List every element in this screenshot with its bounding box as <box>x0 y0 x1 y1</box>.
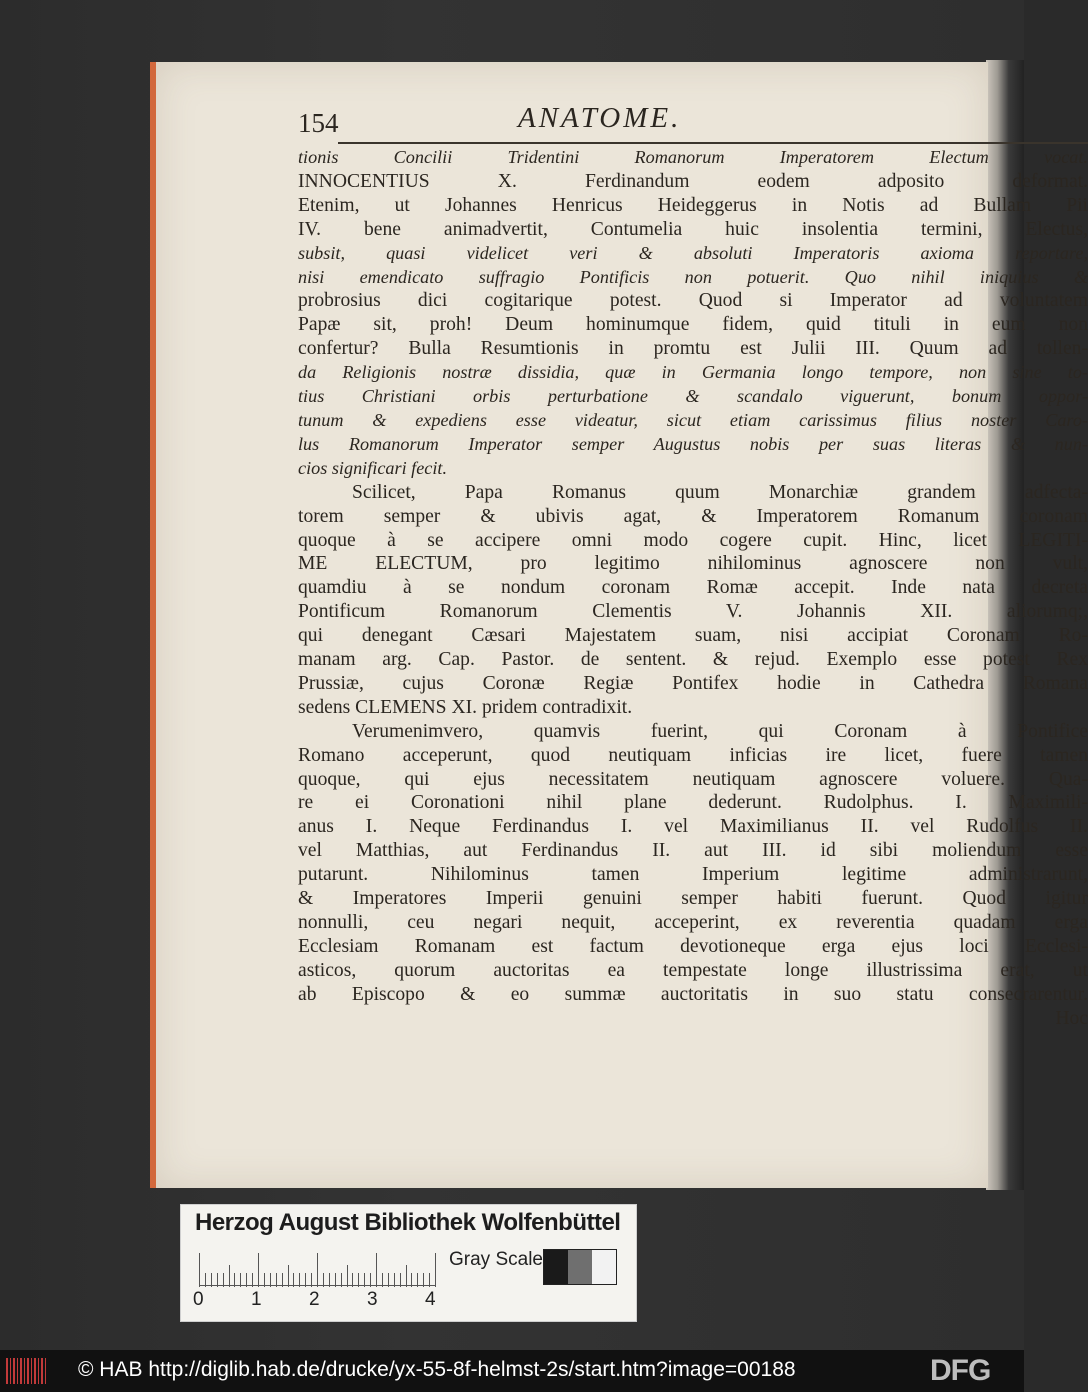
text-line: cios significari fecit. <box>298 457 448 478</box>
ruler-label: 2 <box>309 1289 320 1310</box>
dfg-logo: DFG <box>930 1354 991 1387</box>
running-title: ANATOME. <box>518 102 682 134</box>
text-line: Romano acceperunt, quod neutiquam inficias ire licet, fuere tamen <box>298 744 1088 766</box>
ruler-tick <box>388 1273 389 1287</box>
text-line: Etenim, ut Johannes Henricus Heideggerus in Notis ad Bullam Pii <box>298 194 1088 216</box>
barcode-icon <box>6 1358 48 1384</box>
ruler-label: 3 <box>367 1289 378 1310</box>
text-line: manam arg. Cap. Pastor. de sentent. & rejud. Exemplo esse potest Rex <box>298 649 1088 671</box>
text-line: Scilicet, Papa Romanus quum Monarchiæ grandem adfecta- <box>352 481 1088 503</box>
text-line: quoque, qui ejus necessitatem neutiquam agnoscere voluere. Qua- <box>298 768 1088 790</box>
ruler-tick <box>234 1273 235 1287</box>
ruler-tick <box>400 1273 401 1287</box>
text-line: & Imperatores Imperii genuini semper habiti fuerunt. Quod igitur <box>298 888 1088 910</box>
text-line: sedens CLEMENS XI. pridem contradixit. <box>298 696 633 718</box>
ruler-tick <box>323 1273 324 1287</box>
page-number: 154 <box>298 108 339 138</box>
ruler-tick <box>423 1273 424 1287</box>
copyright-url[interactable]: © HAB http://diglib.hab.de/drucke/yx-55-8f-helmst-2s/start.htm?image=00188 <box>78 1358 796 1381</box>
ruler-tick <box>364 1273 365 1287</box>
text-line: subsit, quasi videlicet veri & absoluti Imperatoris axioma reportare, <box>298 242 1088 263</box>
ruler-tick <box>435 1253 436 1287</box>
ruler-tick <box>258 1253 259 1287</box>
text-line: Verumenimvero, quamvis fuerint, qui Coronam à Pontifice <box>352 720 1088 742</box>
text-line: ab Episcopo & eo summæ auctoritatis in suo statu consecrarentur. <box>298 983 1088 1005</box>
text-line: nonnulli, ceu negari nequit, acceperint, ex reverentia quadam erga <box>298 912 1088 933</box>
ruler-tick <box>311 1273 312 1287</box>
text-line: Pontificum Romanorum Clementis V. Johannis XII. aliorumq;, <box>298 601 1088 623</box>
text-line: re ei Coronationi nihil plane dederunt. Rudolphus. I. Maximili- <box>298 792 1088 814</box>
ruler-tick <box>217 1273 218 1287</box>
text-line: IV. bene animadvertit, Contumelia huic insolentia termini, Electus, <box>298 218 1088 240</box>
grayscale-swatches <box>543 1249 617 1285</box>
ruler-tick <box>288 1265 289 1287</box>
ruler-tick <box>305 1273 306 1287</box>
ruler-label: 0 <box>193 1289 204 1310</box>
footer-bar <box>0 1350 1024 1392</box>
ruler-tick <box>394 1273 395 1287</box>
ruler-label: 1 <box>251 1289 262 1310</box>
ruler-tick <box>264 1273 265 1287</box>
ruler-tick <box>276 1273 277 1287</box>
body-text <box>298 146 1088 1031</box>
ruler-tick <box>370 1273 371 1287</box>
text-line: quamdiu à se nondum coronam Romæ accepit. Inde nata decreta <box>298 577 1088 599</box>
gray-swatch <box>544 1250 568 1284</box>
ruler-tick <box>199 1253 200 1287</box>
ruler-tick <box>382 1273 383 1287</box>
text-line: lus Romanorum Imperator semper Augustus nobis per suas literas & nun- <box>298 433 1088 454</box>
ruler-tick <box>352 1273 353 1287</box>
ruler-tick <box>417 1273 418 1287</box>
ruler-tick <box>270 1273 271 1287</box>
measurement-ruler <box>199 1251 435 1287</box>
ruler-tick <box>335 1273 336 1287</box>
library-name: Herzog August Bibliothek Wolfenbüttel <box>195 1209 621 1236</box>
text-line: vel Matthias, aut Ferdinandus II. aut III. id sibi moliendum esse <box>298 840 1088 862</box>
ruler-tick <box>317 1253 318 1287</box>
text-line: ME ELECTUM, pro legitimo nihilominus agnoscere non vult, <box>298 553 1088 575</box>
text-line: Papæ sit, proh! Deum hominumque fidem, quid tituli in eum non <box>298 314 1088 336</box>
ruler-tick <box>411 1273 412 1287</box>
text-line: putarunt. Nihilominus tamen Imperium legitime administrarunt, <box>298 864 1088 886</box>
text-line: quoque à se accipere omni modo cogere cupit. Hinc, licet LEGITI- <box>298 529 1088 551</box>
text-line: anus I. Neque Ferdinandus I. vel Maximilianus II. vel Rudolfus II. <box>298 816 1088 838</box>
text-line: tius Christiani orbis perturbatione & scandalo viguerunt, bonum oppor- <box>298 386 1088 407</box>
ruler-tick <box>376 1253 377 1287</box>
ruler-tick <box>223 1273 224 1287</box>
text-line: torem semper & ubivis agat, & Imperatorem Romanum coronam <box>298 505 1088 527</box>
ruler-tick <box>252 1273 253 1287</box>
ruler-tick <box>347 1265 348 1287</box>
text-line: nisi emendicato suffragio Pontificis non potuerit. Quo nihil iniquius & <box>298 266 1088 287</box>
ruler-tick <box>240 1273 241 1287</box>
gray-swatch <box>568 1250 592 1284</box>
text-line: confertur? Bulla Resumtionis in promtu est Julii III. Quum ad tollen- <box>298 338 1088 360</box>
text-line: qui denegant Cæsari Majestatem suam, nisi accipiat Coronam Ro- <box>298 625 1088 647</box>
text-line: tionis Concilii Tridentini Romanorum Imperatorem Electum vocat. <box>298 147 1088 167</box>
text-line: Ecclesiam Romanam est factum devotioneque erga ejus loci Ecclesi- <box>298 935 1088 957</box>
color-reference-card <box>180 1204 637 1322</box>
ruler-tick <box>358 1273 359 1287</box>
text-line: Prussiæ, cujus Coronæ Regiæ Pontifex hodie in Cathedra Romana <box>298 672 1088 694</box>
ruler-tick <box>429 1273 430 1287</box>
ruler-tick <box>341 1273 342 1287</box>
ruler-tick <box>205 1273 206 1287</box>
gray-swatch <box>592 1250 616 1284</box>
ruler-tick <box>299 1273 300 1287</box>
text-line: probrosius dici cogitarique potest. Quod si Imperator ad voluntatem <box>298 290 1088 312</box>
ruler-tick <box>229 1265 230 1287</box>
text-line: asticos, quorum auctoritas ea tempestate longe illustrissima erat, ut <box>298 959 1088 981</box>
ruler-tick <box>282 1273 283 1287</box>
text-line: da Religionis nostræ dissidia, quæ in Germania longo tempore, non sine to- <box>298 362 1088 383</box>
ruler-tick <box>246 1273 247 1287</box>
ruler-labels <box>193 1289 453 1313</box>
text-line: tunum & expediens esse videatur, sicut etiam carissimus filius noster Caro- <box>298 409 1088 430</box>
book-page <box>150 62 1088 1188</box>
grayscale-label: Gray Scale <box>449 1249 543 1270</box>
ruler-tick <box>293 1273 294 1287</box>
text-line: Hoc <box>1055 1007 1088 1029</box>
ruler-tick <box>211 1273 212 1287</box>
text-line: INNOCENTIUS X. Ferdinandum eodem adposito deformat. <box>298 170 1088 192</box>
ruler-label: 4 <box>425 1289 436 1310</box>
page-header <box>298 102 1088 150</box>
ruler-tick <box>406 1265 407 1287</box>
header-rule <box>338 142 1088 144</box>
ruler-tick <box>329 1273 330 1287</box>
